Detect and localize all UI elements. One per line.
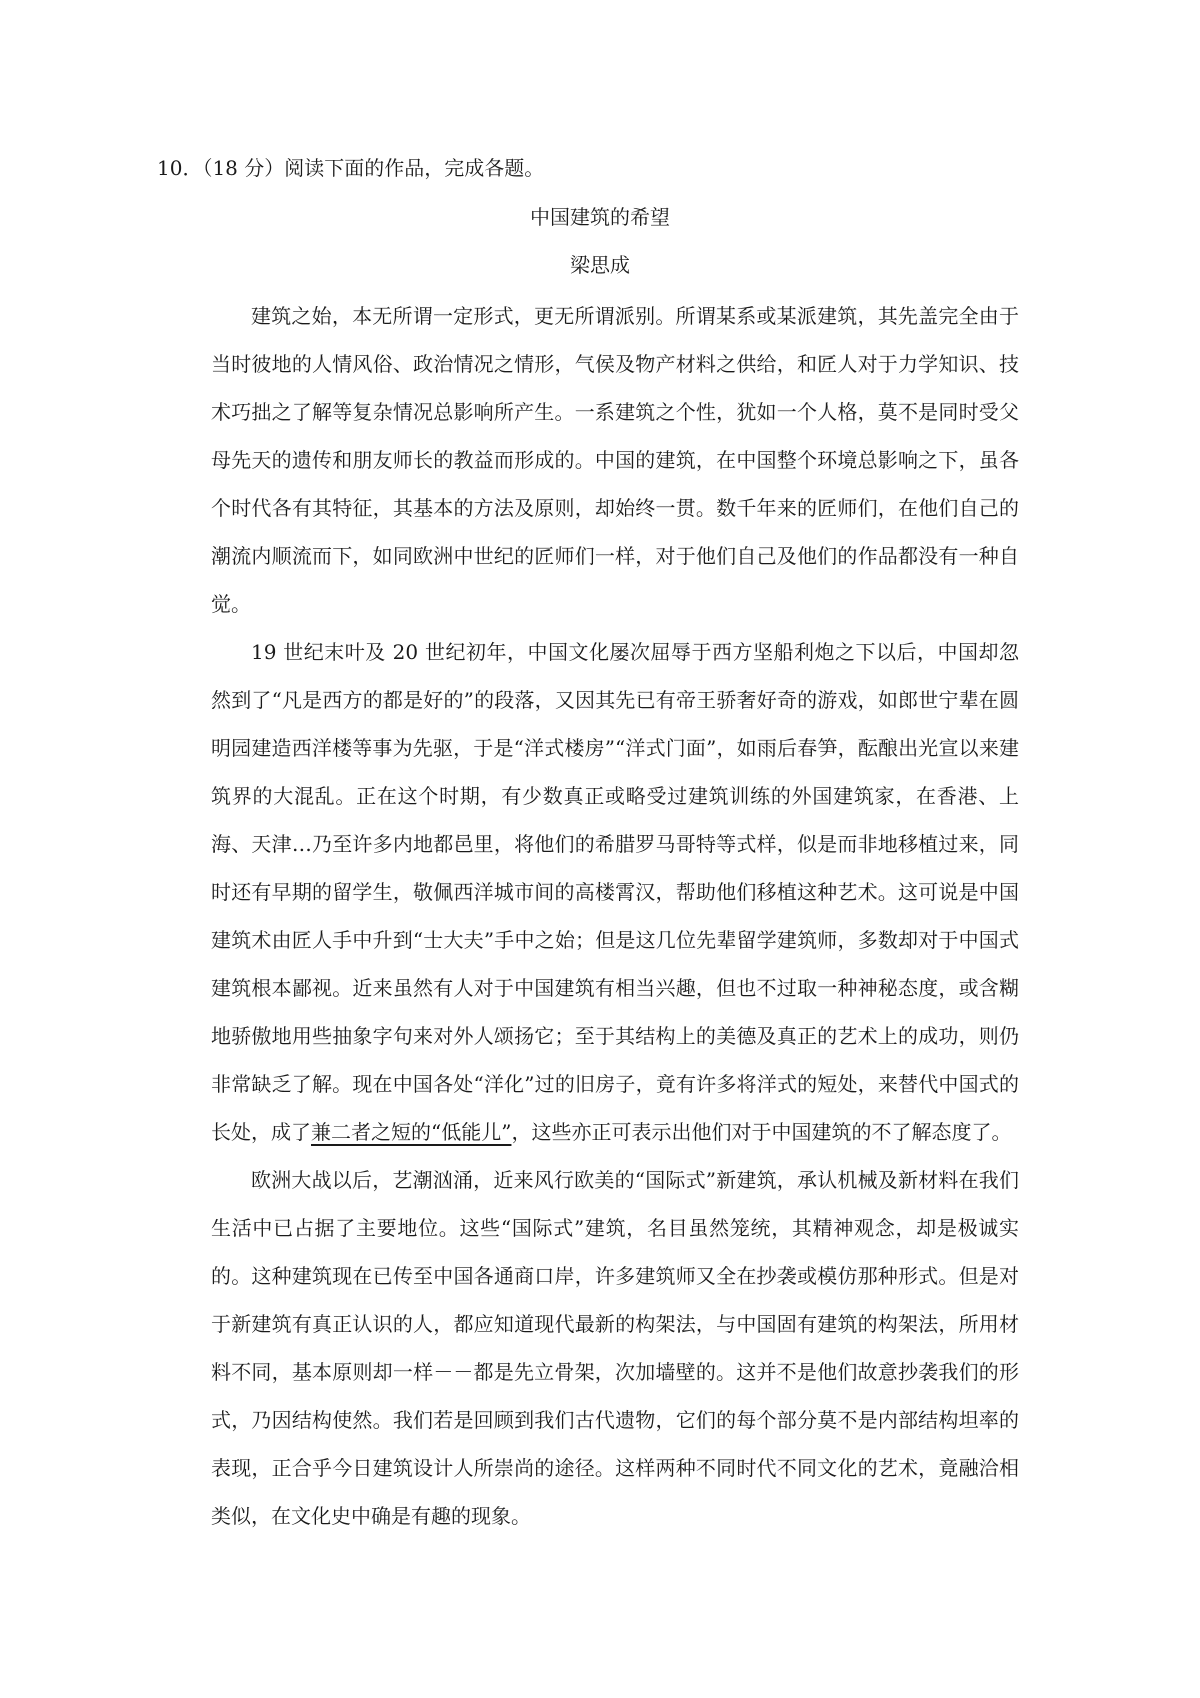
- paragraph-2: [211, 628, 1019, 1156]
- paragraph-2-text: 19 世纪末叶及 20 世纪初年，中国文化屡次屈辱于西方坚船利炮之下以后，中国却忽然到了“凡是西方的都是好的”的段落，又因其先已有帝王骄奢好奇的游戏，如郎世宁辈在圆明园建造西洋楼等事为先驱，于是“洋式楼房”“洋式门面”，如雨后春笋，酝酿出光宣以来建筑界的大混乱。正在这个时期，有少数真正或略受过建筑训练的外国建筑家，在香港、上海、天津…乃至许多内地都邑里，将他们的希腊罗马哥特等式样，似是而非地移植过来，同时还有早期的留学生，敬佩西洋城市间的高楼霄汉，帮助他们移植这种艺术。这可说是中国建筑术由匠人手中升到“士大夫”手中之始；但是这几位先辈留学建筑师，多数却对于中国式建筑根本鄙视。近来虽然有人对于中国建筑有相当兴趣，但也不过取一种神秘态度，或含糊地骄傲地用些抽象字句来对外人颂扬它；至于其结构上的美德及真正的艺术上的成功，则仍非常缺乏了解。现在中国各处“洋化”过的旧房子，竟有许多将洋式的短处，来替代中国式的长处，成了: [211, 640, 1019, 1144]
- article-body: [211, 292, 1019, 1540]
- paragraph-3: 欧洲大战以后，艺潮汹涌，近来风行欧美的“国际式”新建筑，承认机械及新材料在我们生活中已占据了主要地位。这些“国际式”建筑，名目虽然笼统，其精神观念，却是极诚实的。这种建筑现在已传至中国各通商口岸，许多建筑师又全在抄袭或模仿那种形式。但是对于新建筑有真正认识的人，都应知道现代最新的构架法，与中国固有建筑的构架法，所用材料不同，基本原则却一样－－都是先立骨架，次加墙壁的。这并不是他们故意抄袭我们的形式，乃因结构使然。我们若是回顾到我们古代遗物，它们的每个部分莫不是内部结构坦率的表现，正合乎今日建筑设计人所崇尚的途径。这样两种不同时代不同文化的艺术，竟融洽相类似，在文化史中确是有趣的现象。: [211, 1168, 1019, 1528]
- article-title: 中国建筑的希望: [530, 205, 670, 229]
- underlined-phrase: 兼二者之短的“低能儿”: [311, 1120, 512, 1144]
- question-header: 10．（18 分）阅读下面的作品，完成各题。: [157, 156, 545, 180]
- paragraph-2-text-end: ，这些亦正可表示出他们对于中国建筑的不了解态度了。: [511, 1120, 1012, 1144]
- paragraph-1: 建筑之始，本无所谓一定形式，更无所谓派别。所谓某系或某派建筑，其先盖完全由于当时彼地的人情风俗、政治情况之情形，气侯及物产材料之供给，和匠人对于力学知识、技术巧拙之了解等复杂情况总影响所产生。一系建筑之个性，犹如一个人格，莫不是同时受父母先天的遗传和朋友师长的教益而形成的。中国的建筑，在中国整个环境总影响之下，虽各个时代各有其特征，其基本的方法及原则，却始终一贯。数千年来的匠师们，在他们自己的潮流内顺流而下，如同欧洲中世纪的匠师们一样，对于他们自己及他们的作品都没有一种自觉。: [211, 304, 1019, 616]
- article-author: 梁思成: [570, 253, 630, 277]
